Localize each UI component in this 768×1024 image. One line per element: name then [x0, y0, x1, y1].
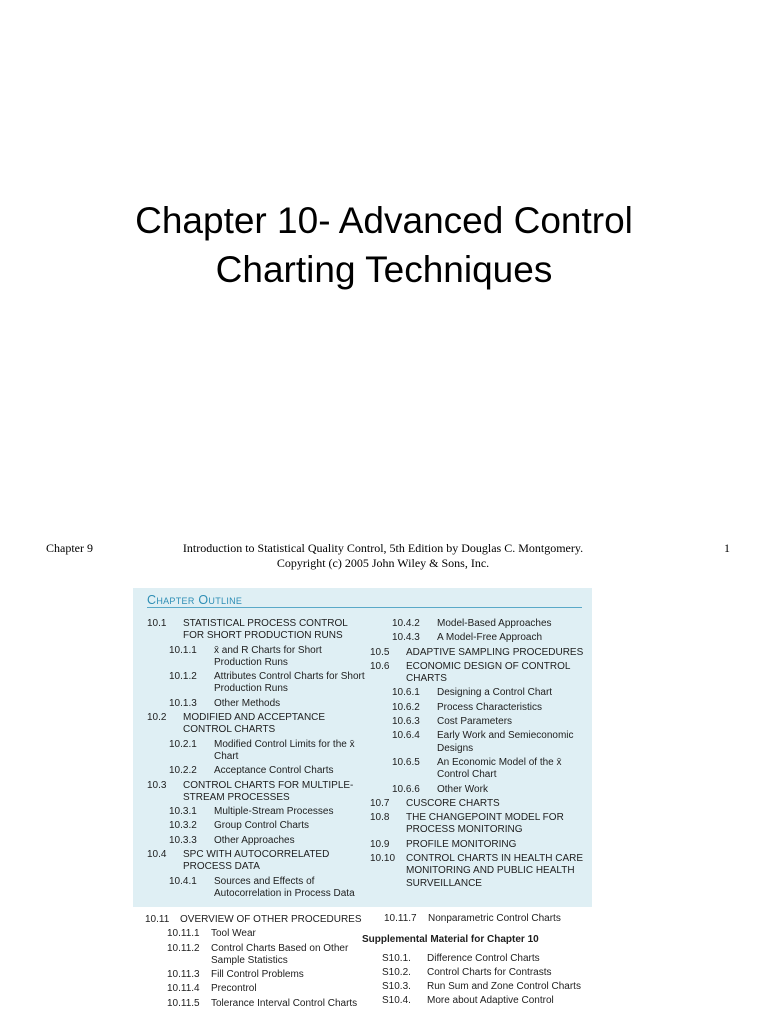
- outline-entry-number: 10.5: [370, 646, 390, 658]
- outline-entry-title: THE CHANGEPOINT MODEL FOR PROCESS MONITORING: [406, 812, 564, 836]
- outline-entry-number: S10.2.: [382, 966, 411, 978]
- outline-entry-number: S10.1.: [382, 952, 411, 964]
- outline-right-column: [370, 618, 585, 890]
- outline-entry: [147, 820, 365, 832]
- outline-continued-right-list: [362, 913, 587, 925]
- chapter-outline-continued: [133, 908, 592, 1024]
- footer-citation-line-1: Introduction to Statistical Quality Control, 5th Edition by Douglas C. Montgomery.: [182, 541, 584, 555]
- outline-entry-number: 10.11: [145, 914, 170, 925]
- outline-entry-title: Difference Control Charts: [427, 952, 540, 964]
- outline-entry-number: 10.1.2: [169, 671, 197, 683]
- outline-entry-title: Early Work and Semieconomic Designs: [437, 730, 574, 754]
- outline-entry-title: Attributes Control Charts for Short Production Runs: [214, 671, 365, 695]
- outline-entry-title: Model-Based Approaches: [437, 618, 552, 629]
- outline-entry: [362, 981, 587, 993]
- outline-entry-title: Group Control Charts: [214, 820, 310, 832]
- outline-entry-number: 10.2: [147, 712, 167, 724]
- outline-entry-number: 10.1: [147, 618, 167, 629]
- outline-entry: [147, 698, 365, 710]
- outline-entry-number: S10.3.: [382, 981, 411, 993]
- outline-entry: [145, 914, 363, 926]
- outline-entry: [370, 716, 585, 728]
- outline-entry-number: 10.6: [370, 660, 390, 672]
- outline-entry: [147, 645, 365, 670]
- outline-entry-title: Other Approaches: [214, 834, 295, 846]
- outline-entry: [147, 780, 365, 805]
- outline-entry-number: 10.6.2: [392, 701, 420, 713]
- footer-chapter: Chapter 9: [46, 541, 93, 555]
- outline-entry: [370, 618, 585, 630]
- outline-entry-title: Fill Control Problems: [211, 969, 304, 981]
- outline-entry-title: Modified Control Limits for the x̄ Chart: [214, 738, 355, 762]
- outline-entry: [147, 765, 365, 777]
- outline-entry-number: 10.6.1: [392, 687, 420, 699]
- outline-entry: [362, 953, 587, 965]
- slide-title-line-2: Charting Techniques: [215, 249, 553, 290]
- outline-entry-title: ECONOMIC DESIGN OF CONTROL CHARTS: [406, 660, 571, 685]
- outline-entry-title: Other Work: [437, 783, 488, 795]
- outline-entry-title: Run Sum and Zone Control Charts: [427, 981, 581, 993]
- outline-entry-title: CONTROL CHARTS IN HEALTH CARE MONITORING AND PUBLIC HEALTH SURVEILLANCE: [406, 853, 584, 889]
- outline-entry: [145, 998, 363, 1010]
- outline-entry: [362, 967, 587, 979]
- outline-entry: [370, 647, 585, 659]
- outline-entry: [370, 784, 585, 796]
- outline-entry-number: 10.8: [370, 812, 390, 824]
- outline-entry-title: MODIFIED AND ACCEPTANCE CONTROL CHARTS: [183, 712, 326, 736]
- outline-entry-title: Acceptance Control Charts: [214, 765, 334, 777]
- slide-title: [0, 196, 768, 294]
- outline-entry-number: 10.3.2: [169, 820, 197, 832]
- outline-entry: [145, 943, 363, 968]
- outline-entry: [370, 702, 585, 714]
- outline-entry-title: Designing a Control Chart: [437, 687, 553, 699]
- outline-entry: [147, 849, 365, 874]
- outline-entry: [147, 712, 365, 737]
- outline-entry: [147, 835, 365, 847]
- outline-entry: [147, 739, 365, 764]
- outline-entry-number: 10.3.3: [169, 834, 197, 846]
- slide-title-line-1: Chapter 10- Advanced Control: [135, 200, 633, 241]
- outline-entry-number: 10.6.5: [392, 756, 420, 768]
- outline-entry-title: x̄ and R Charts for Short Production Runs: [214, 644, 322, 668]
- chapter-outline-box: [133, 588, 592, 907]
- footer-citation-line-2: Copyright (c) 2005 John Wiley & Sons, Inc.: [276, 556, 490, 570]
- outline-entry-number: 10.4.2: [392, 618, 420, 629]
- outline-entry-number: 10.6.3: [392, 716, 420, 728]
- outline-entry: [370, 730, 585, 755]
- outline-entry-number: S10.4.: [382, 995, 411, 1007]
- outline-entry-number: 10.11.4: [167, 983, 200, 995]
- outline-entry-title: STATISTICAL PROCESS CONTROL FOR SHORT PRODUCTION RUNS: [183, 618, 348, 642]
- outline-entry-title: Other Methods: [214, 697, 281, 709]
- outline-entry-title: Sources and Effects of Autocorrelation in Process Data: [214, 875, 355, 899]
- outline-entry-title: OVERVIEW OF OTHER PROCEDURES: [180, 914, 362, 925]
- outline-entry-title: ADAPTIVE SAMPLING PROCEDURES: [406, 646, 584, 658]
- outline-entry: [370, 839, 585, 851]
- outline-entry: [370, 798, 585, 810]
- outline-entry-number: 10.4.1: [169, 875, 197, 887]
- outline-entry-title: Cost Parameters: [437, 716, 513, 728]
- outline-entry-title: PROFILE MONITORING: [406, 838, 517, 850]
- chapter-outline-divider: [147, 607, 582, 608]
- outline-entry-number: 10.9: [370, 838, 390, 850]
- outline-entry: [147, 876, 365, 901]
- outline-entry-number: 10.2.1: [169, 738, 197, 750]
- outline-entry: [370, 687, 585, 699]
- outline-entry-title: SPC WITH AUTOCORRELATED PROCESS DATA: [183, 849, 330, 873]
- outline-entry: [147, 806, 365, 818]
- footer-page-number: 1: [724, 541, 730, 555]
- outline-entry-number: 10.7: [370, 797, 390, 809]
- outline-entry-title: An Economic Model of the x̄ Control Chart: [437, 756, 562, 781]
- outline-entry-title: CONTROL CHARTS FOR MULTIPLE-STREAM PROCESSES: [183, 779, 354, 803]
- outline-entry: [147, 618, 365, 643]
- outline-entry: [370, 853, 585, 890]
- outline-entry-title: CUSCORE CHARTS: [406, 797, 500, 809]
- outline-entry-number: 10.2.2: [169, 765, 197, 777]
- outline-entry: [145, 969, 363, 981]
- outline-entry-number: 10.11.7: [384, 913, 417, 924]
- outline-entry-number: 10.11.1: [167, 928, 200, 940]
- outline-entry-title: Process Characteristics: [437, 701, 543, 713]
- outline-entry-title: Tool Wear: [211, 928, 256, 940]
- outline-entry-number: 10.3.1: [169, 806, 197, 818]
- outline-entry-number: 10.10: [370, 853, 396, 865]
- outline-entry-title: Precontrol: [211, 983, 257, 995]
- outline-left-column: [147, 618, 365, 900]
- outline-entry-title: Tolerance Interval Control Charts: [211, 997, 358, 1009]
- outline-entry-number: 10.1.1: [169, 644, 197, 656]
- outline-entry: [147, 671, 365, 696]
- outline-entry-number: 10.1.3: [169, 697, 197, 709]
- outline-entry-title: A Model-Free Approach: [437, 632, 543, 644]
- outline-entry-number: 10.11.5: [167, 997, 200, 1009]
- outline-entry: [370, 661, 585, 686]
- outline-entry: [145, 928, 363, 940]
- outline-entry-title: Control Charts Based on Other Sample Statistics: [211, 942, 349, 966]
- outline-entry-number: 10.11.3: [167, 969, 200, 981]
- outline-entry-title: Multiple-Stream Processes: [214, 806, 334, 818]
- outline-entry-title: More about Adaptive Control: [427, 995, 554, 1007]
- outline-entry-number: 10.11.2: [167, 942, 200, 954]
- outline-entry-title: Control Charts for Contrasts: [427, 966, 552, 978]
- outline-entry: [362, 913, 587, 925]
- outline-entry: [370, 757, 585, 782]
- outline-entry-number: 10.3: [147, 779, 167, 791]
- outline-entry-number: 10.6.6: [392, 783, 420, 795]
- outline-entry-number: 10.4.3: [392, 632, 420, 644]
- footer-citation: [150, 541, 616, 571]
- chapter-outline-heading: Chapter Outline: [147, 593, 243, 607]
- outline-entry-number: 10.6.4: [392, 730, 420, 742]
- outline-continued-right-column: [362, 913, 587, 1008]
- supplemental-list: [362, 953, 587, 1008]
- supplemental-heading: Supplemental Material for Chapter 10: [362, 934, 539, 946]
- outline-entry: [370, 632, 585, 644]
- outline-continued-left-column: [145, 914, 363, 1010]
- outline-entry-title: Nonparametric Control Charts: [428, 913, 561, 924]
- outline-entry: [362, 995, 587, 1007]
- outline-entry-number: 10.4: [147, 849, 167, 861]
- outline-entry: [370, 812, 585, 837]
- outline-entry: [145, 983, 363, 995]
